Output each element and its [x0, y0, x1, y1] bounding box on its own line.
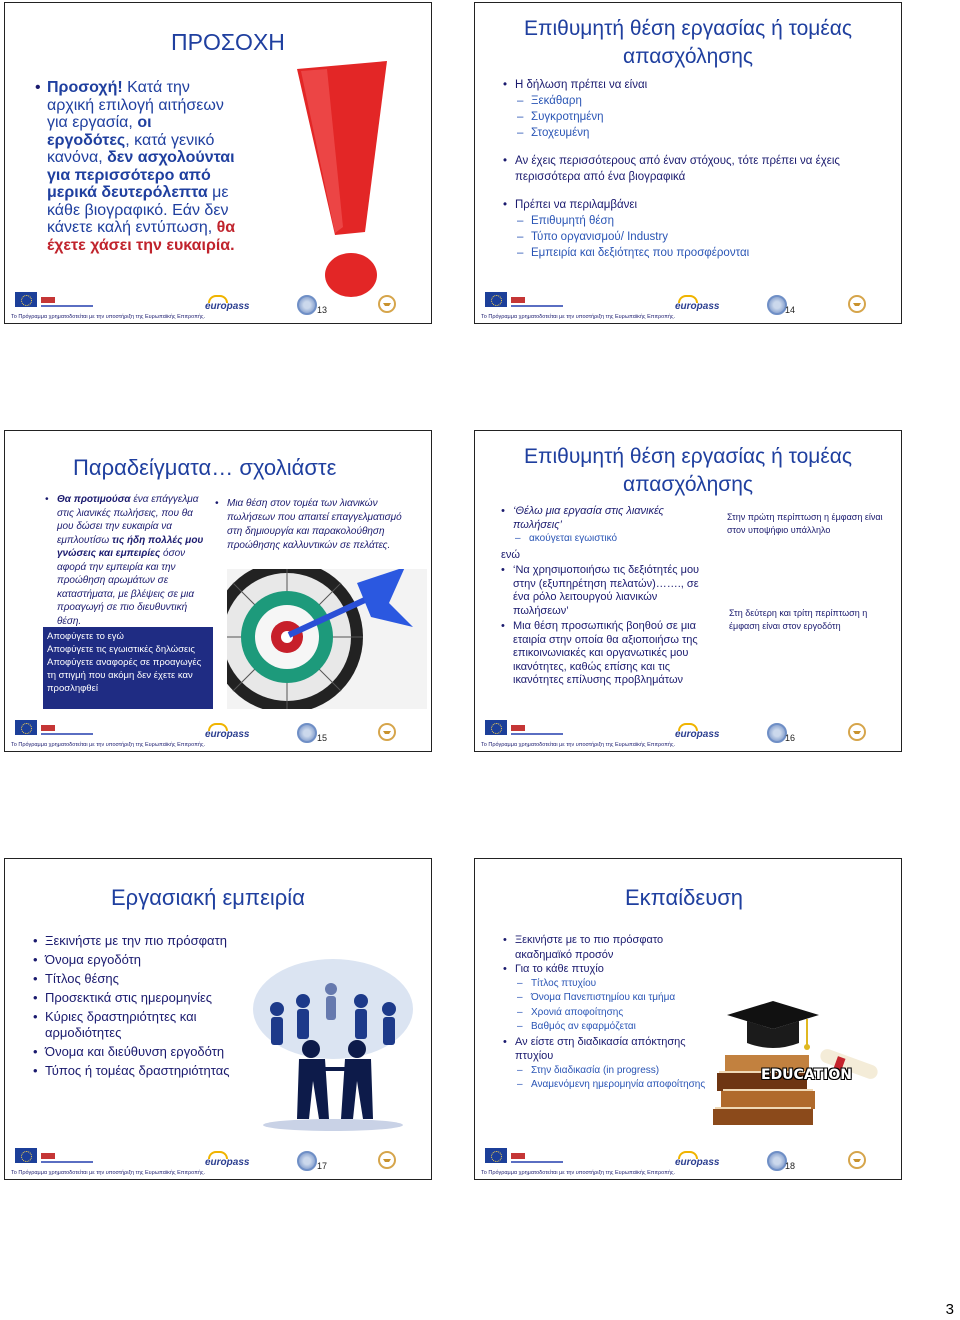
round-emblem-logo	[297, 723, 317, 743]
education-books-icon	[707, 987, 893, 1135]
advice-box	[43, 627, 213, 709]
sub-item: – Ξεκάθαρη	[501, 93, 891, 109]
footer-text: Το Πρόγραμμα χρηματοδοτείται με την υποστήριξη της Ευρωπαϊκής Επιτροπής.	[481, 742, 676, 748]
sub-item: – Στοχευμένη	[501, 125, 891, 141]
bullet-each-degree: • Για το κάθε πτυχίο	[501, 962, 721, 977]
exclamation-mark-icon	[287, 57, 417, 307]
work-item: • Όνομα εργοδότη	[31, 952, 241, 968]
work-item: • Ξεκινήστε με την πιο πρόσφατη	[31, 933, 241, 949]
dartboard-icon	[227, 569, 427, 709]
europass-logo: europass	[205, 1157, 250, 1168]
round-emblem-logo	[767, 1151, 787, 1171]
europass-logo: europass	[205, 301, 250, 312]
work-item: • Κύριες δραστηριότητες και αρμοδιότητες	[31, 1009, 241, 1041]
example-2: • Μια θέση στον τομέα των λιανικών πωλήσεων που απαιτεί επαγγελματισμό στη δημιουργία και παρακολούθηση προώθησης καλλυντικών σε πελάτες.	[213, 497, 413, 553]
sub-item: – Στην διαδικασία (in progress)	[501, 1064, 721, 1079]
advice-line: Αποφύγετε το εγώ	[47, 631, 124, 642]
cyprus-emblem-logo	[847, 1151, 867, 1169]
sub-item: – Τίτλος πτυχίου	[501, 977, 721, 992]
work-item: • Τίτλος θέσης	[31, 971, 241, 987]
document-page-number: 3	[945, 1301, 954, 1318]
business-people-icon	[241, 949, 423, 1135]
round-emblem-logo	[767, 295, 787, 315]
programme-logo	[41, 297, 93, 307]
slide-title: Επιθυμητή θέση εργασίας ή τομέας απασχόλησης	[523, 445, 852, 496]
education-label: EDUCATION	[761, 1067, 852, 1083]
footer-text: Το Πρόγραμμα χρηματοδοτείται με την υποστήριξη της Ευρωπαϊκής Επιτροπής.	[481, 314, 676, 320]
sub-item: – Επιθυμητή θέση	[501, 213, 891, 229]
warning-text: • Προσοχή! Κατά την αρχική επιλογή αιτήσεων για εργασία, οι εργοδότες, κατά γενικό κανόνα, δεν ασχολούνται για περισσότερο από μερικά δευτερόλεπτα με κάθε βιογραφικό. Εάν δεν κάνετε καλή εντύπωση, θα έχετε χάσει την ευκαιρία.	[33, 79, 238, 254]
note-first-case: Στην πρώτη περίπτωση η έμφαση είναι στον υποψήφιο υπάλληλο	[727, 512, 883, 535]
work-item: • Τύπος ή τομέας δραστηριότητας	[31, 1063, 241, 1079]
slide-title: ΠΡΟΣΟΧΗ	[171, 29, 285, 55]
slide-title: Εργασιακή εμπειρία	[111, 885, 305, 910]
bullet-goals: • Αν έχεις περισσότερους από έναν στόχους, τότε πρέπει να έχεις περισσότερα από ένα βιογραφικά	[501, 153, 891, 185]
bullet-egoistic: • ‘Θέλω μια εργασία στις λιανικές πωλήσεις’	[499, 505, 713, 532]
slide-title: Παραδείγματα… σχολιάστε	[73, 455, 337, 480]
bullet-assistant: • Μια θέση προσωπικής βοηθού σε μια εταιρία στην οποία θα αξιοποιήσω της επικοινωνιακές και οργανωτικές μου ικανότητες, καθώς επίσης και τις ικανότητες επίλυσης προβλημάτων	[499, 620, 713, 688]
eu-flag-logo	[15, 292, 37, 307]
round-emblem-logo	[297, 1151, 317, 1171]
example-1: • Θα προτιμούσα ένα επάγγελμα στις λιανικές πωλήσεις, που θα μου δώσει την ευκαιρία να εμπλουτίσω τις ήδη πολλές μου γνώσεις και εμπειρίες όσον αφορά την εμπειρία και την προώθηση αρωμάτων σε καταστήματα, με βλέψεις σε μια προαγωγή σε πιο διευθυντική θέση.	[43, 493, 211, 628]
cyprus-emblem-logo	[377, 1151, 397, 1169]
europass-logo: europass	[205, 729, 250, 740]
sub-item: – Αναμενόμενη ημερομηνία αποφοίτησης	[501, 1078, 721, 1093]
bullet-recent: • Ξεκινήστε με το πιο πρόσφατο ακαδημαϊκό προσόν	[501, 933, 721, 962]
advice-line: Αποφύγετε τις εγωιστικές δηλώσεις	[47, 644, 195, 655]
note-second-case: Στη δεύτερη και τρίτη περίπτωση η έμφαση είναι στον εργοδότη	[729, 608, 868, 631]
round-emblem-logo	[297, 295, 317, 315]
eu-flag-logo	[485, 720, 507, 735]
eu-flag-logo	[485, 292, 507, 307]
sub-item: – Τύπο οργανισμού/ Industry	[501, 229, 891, 245]
slide-title: Επιθυμητή θέση εργασίας ή τομέας απασχόλησης	[523, 17, 852, 68]
advice-line: Αποφύγετε αναφορές σε προαγωγές τη στιγμή που ακόμη δεν έχετε καν προσληφθεί	[47, 657, 202, 694]
eu-flag-logo	[15, 1148, 37, 1163]
cyprus-emblem-logo	[847, 723, 867, 741]
eu-flag-logo	[15, 720, 37, 735]
sub-item: – Χρονιά αποφοίτησης	[501, 1006, 721, 1021]
footer-text: Το Πρόγραμμα χρηματοδοτείται με την υποστήριξη της Ευρωπαϊκής Επιτροπής.	[11, 742, 206, 748]
page-number: 15	[317, 733, 328, 743]
programme-logo	[41, 1153, 93, 1163]
slide-17	[4, 858, 432, 1180]
programme-logo	[41, 725, 93, 735]
work-item: • Όνομα και διεύθυνση εργοδότη	[31, 1044, 241, 1060]
slide-16	[474, 430, 902, 752]
footer-text: Το Πρόγραμμα χρηματοδοτείται με την υποστήριξη της Ευρωπαϊκής Επιτροπής.	[11, 1170, 206, 1176]
round-emblem-logo	[767, 723, 787, 743]
connector-text: ενώ	[501, 549, 520, 561]
page-number: 13	[317, 305, 328, 315]
europass-logo: europass	[675, 729, 720, 740]
slide-15	[4, 430, 432, 752]
sub-item: – Όνομα Πανεπιστημίου και τμήμα	[501, 991, 721, 1006]
page-number: 16	[785, 733, 796, 743]
bullet-statement: • Η δήλωση πρέπει να είναι	[501, 77, 891, 93]
bullet-in-progress: • Αν είστε στη διαδικασία απόκτησης πτυχίου	[501, 1035, 721, 1064]
programme-logo	[511, 297, 563, 307]
work-item: • Προσεκτικά στις ημερομηνίες	[31, 990, 241, 1006]
cyprus-emblem-logo	[377, 295, 397, 313]
slide-title: Εκπαίδευση	[625, 885, 744, 910]
eu-flag-logo	[485, 1148, 507, 1163]
bullet-include: • Πρέπει να περιλαμβάνει	[501, 197, 891, 213]
sub-item: – Εμπειρία και δεξιότητες που προσφέρονται	[501, 245, 891, 261]
footer-text: Το Πρόγραμμα χρηματοδοτείται με την υποστήριξη της Ευρωπαϊκής Επιτροπής.	[11, 314, 206, 320]
slide-14	[474, 2, 902, 324]
programme-logo	[511, 1153, 563, 1163]
sub-item: – Συγκροτημένη	[501, 109, 891, 125]
page-number: 14	[785, 305, 796, 315]
cyprus-emblem-logo	[377, 723, 397, 741]
slide-18	[474, 858, 902, 1180]
europass-logo: europass	[675, 301, 720, 312]
sub-item: – ακούγεται εγωιστικό	[499, 532, 713, 546]
footer-text: Το Πρόγραμμα χρηματοδοτείται με την υποστήριξη της Ευρωπαϊκής Επιτροπής.	[481, 1170, 676, 1176]
programme-logo	[511, 725, 563, 735]
bullet-skills: • ‘Να χρησιμοποιήσω τις δεξιότητές μου στην (εξυπηρέτηση πελατών)……., σε ένα ρόλο λειτουργού λιανικών πωλήσεων’	[499, 564, 713, 618]
page-number: 18	[785, 1161, 796, 1171]
europass-logo: europass	[675, 1157, 720, 1168]
page-number: 17	[317, 1161, 328, 1171]
slide-13	[4, 2, 432, 324]
sub-item: – Βαθμός αν εφαρμόζεται	[501, 1020, 721, 1035]
cyprus-emblem-logo	[847, 295, 867, 313]
